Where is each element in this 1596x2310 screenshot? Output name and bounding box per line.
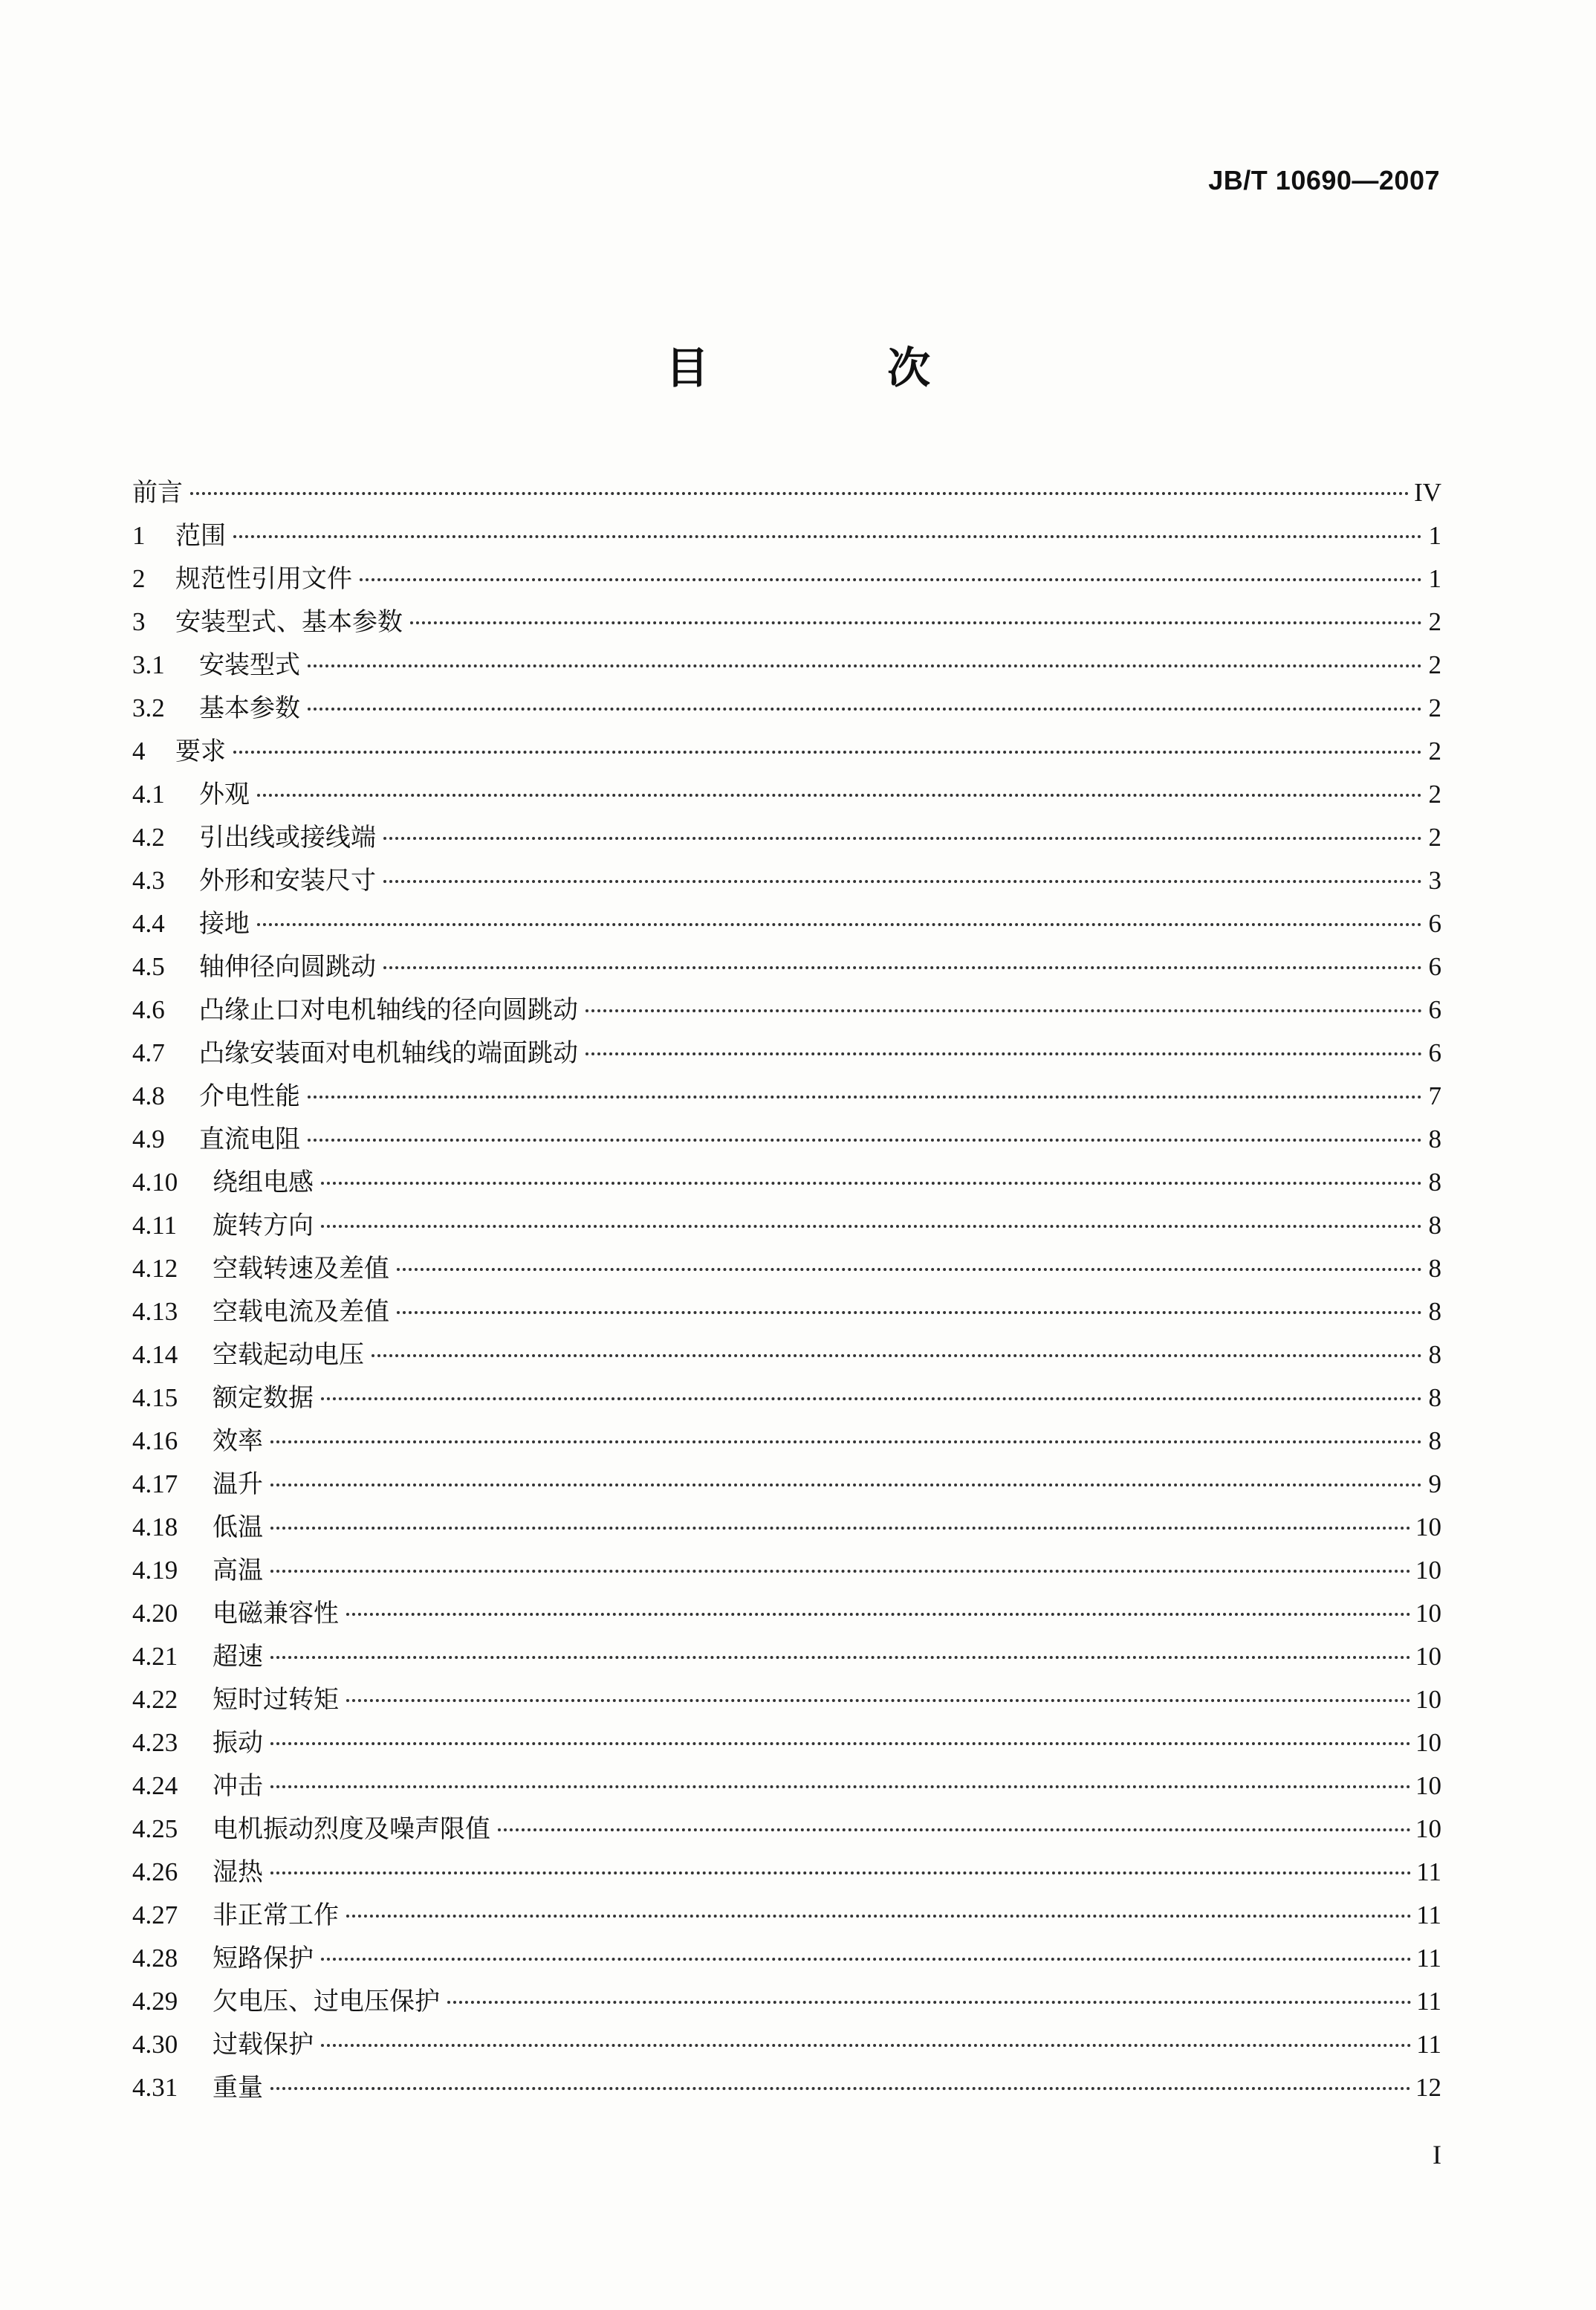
toc-entry-number: 4.15	[132, 1383, 178, 1412]
toc-entry-number: 4.18	[132, 1512, 178, 1541]
toc-leader-dots	[257, 794, 1422, 797]
toc-entry[interactable]	[132, 644, 1441, 687]
toc-entry[interactable]	[132, 1635, 1441, 1678]
toc-leader-dots	[270, 1484, 1422, 1486]
toc-entry-page: 3	[1428, 866, 1441, 895]
toc-entry-title: 重量	[213, 2073, 263, 2103]
toc-entry[interactable]	[132, 816, 1441, 859]
toc-entry-title: 接地	[199, 909, 250, 939]
toc-entry-page: IV	[1414, 478, 1441, 507]
toc-leader-dots	[270, 2087, 1411, 2090]
toc-leader-dots	[257, 923, 1422, 926]
toc-entry-title: 安装型式、基本参数	[175, 607, 403, 637]
toc-leader-dots	[233, 535, 1422, 538]
toc-entry-page: 8	[1428, 1125, 1441, 1154]
toc-entry-page: 2	[1428, 693, 1441, 722]
toc-entry-page: 10	[1415, 1814, 1441, 1843]
toc-entry[interactable]	[132, 1506, 1441, 1549]
toc-entry-title: 外观	[199, 780, 250, 809]
toc-entry-page: 8	[1428, 1211, 1441, 1240]
toc-entry-number: 4.22	[132, 1685, 178, 1714]
toc-entry-number: 4.3	[132, 866, 165, 895]
toc-leader-dots	[585, 1052, 1422, 1055]
toc-leader-dots	[190, 492, 1410, 495]
toc-leader-dots	[321, 1958, 1412, 1961]
toc-entry[interactable]	[132, 1290, 1441, 1333]
toc-entry-title: 绕组电感	[213, 1168, 314, 1197]
toc-entry-page: 10	[1415, 1512, 1441, 1541]
toc-entry-number: 4.7	[132, 1038, 165, 1067]
toc-leader-dots	[383, 837, 1422, 840]
toc-leader-dots	[270, 1656, 1411, 1659]
toc-entry-number: 4.21	[132, 1642, 178, 1671]
toc-entry-number: 4.11	[132, 1211, 177, 1240]
toc-entry-number: 4.16	[132, 1426, 178, 1455]
toc-entry-number: 4.20	[132, 1599, 178, 1628]
toc-entry-page: 10	[1415, 1771, 1441, 1800]
toc-entry-title: 额定数据	[213, 1383, 314, 1413]
toc-entry-number: 3.1	[132, 650, 165, 679]
toc-entry-title: 空载起动电压	[213, 1340, 364, 1370]
toc-entry[interactable]	[132, 1592, 1441, 1635]
toc-entry[interactable]	[132, 1463, 1441, 1506]
toc-leader-dots	[308, 1096, 1422, 1099]
toc-entry[interactable]	[132, 773, 1441, 816]
toc-leader-dots	[372, 1354, 1422, 1357]
toc-entry-page: 10	[1415, 1728, 1441, 1757]
toc-entry-number: 4.27	[132, 1900, 178, 1929]
toc-leader-dots	[360, 578, 1422, 581]
toc-entry-page: 11	[1416, 1944, 1441, 1973]
toc-entry-title: 要求	[175, 737, 226, 766]
toc-entry-page: 1	[1428, 521, 1441, 550]
toc-leader-dots	[308, 664, 1422, 667]
toc-entry-title: 直流电阻	[199, 1125, 300, 1154]
toc-entry-title: 安装型式	[199, 650, 300, 680]
toc-entry-title: 外形和安装尺寸	[199, 866, 376, 896]
toc-entry-page: 11	[1416, 1857, 1441, 1886]
toc-leader-dots	[397, 1311, 1422, 1314]
toc-entry-number: 4.10	[132, 1168, 178, 1197]
toc-entry-number: 4.2	[132, 823, 165, 852]
toc-leader-dots	[397, 1268, 1422, 1271]
toc-leader-dots	[321, 1397, 1422, 1400]
toc-leader-dots	[383, 966, 1422, 969]
toc-entry-number: 4.1	[132, 780, 165, 809]
toc-entry[interactable]	[132, 1764, 1441, 1808]
toc-entry-title: 介电性能	[199, 1081, 300, 1111]
toc-leader-dots	[447, 2001, 1412, 2004]
toc-entry-number: 1	[132, 521, 146, 550]
toc-entry[interactable]	[132, 471, 1441, 514]
toc-entry[interactable]	[132, 1075, 1441, 1118]
toc-leader-dots	[383, 880, 1422, 883]
toc-entry[interactable]	[132, 557, 1441, 601]
toc-entry-title: 空载电流及差值	[213, 1297, 389, 1327]
toc-entry-title: 电磁兼容性	[213, 1599, 339, 1628]
toc-entry[interactable]	[132, 1937, 1441, 1980]
toc-entry-page: 10	[1415, 1599, 1441, 1628]
page-number: I	[1433, 2140, 1441, 2170]
toc-entry[interactable]	[132, 1894, 1441, 1937]
toc-entry-title: 非正常工作	[213, 1900, 339, 1930]
toc-entry-number: 4.14	[132, 1340, 178, 1369]
toc-entry-page: 8	[1428, 1340, 1441, 1369]
toc-entry-number: 4.25	[132, 1814, 178, 1843]
toc-entry[interactable]	[132, 1721, 1441, 1764]
toc-leader-dots	[233, 751, 1422, 754]
toc-entry-page: 2	[1428, 650, 1441, 679]
toc-entry-page: 11	[1416, 1987, 1441, 2016]
toc-leader-dots	[321, 2044, 1412, 2047]
toc-entry[interactable]	[132, 1808, 1441, 1851]
toc-entry-page: 10	[1415, 1685, 1441, 1714]
table-of-contents	[132, 471, 1441, 2109]
toc-entry-number: 4.26	[132, 1857, 178, 1886]
standard-code: JB/T 10690—2007	[1208, 165, 1440, 195]
toc-entry-title: 效率	[213, 1426, 263, 1456]
toc-entry-title: 空载转速及差值	[213, 1254, 389, 1284]
toc-entry[interactable]	[132, 1333, 1441, 1376]
toc-leader-dots	[308, 1139, 1422, 1142]
toc-entry-number: 4.12	[132, 1254, 178, 1283]
toc-entry-title: 短时过转矩	[213, 1685, 339, 1715]
toc-entry[interactable]	[132, 730, 1441, 773]
toc-entry[interactable]	[132, 1118, 1441, 1161]
toc-entry-page: 2	[1428, 780, 1441, 809]
toc-leader-dots	[346, 1699, 1411, 1702]
toc-entry-number: 4.30	[132, 2030, 178, 2059]
toc-entry-title: 欠电压、过电压保护	[213, 1987, 440, 2016]
toc-leader-dots	[346, 1613, 1411, 1616]
toc-entry[interactable]	[132, 989, 1441, 1032]
toc-entry-page: 8	[1428, 1426, 1441, 1455]
toc-entry-page: 8	[1428, 1383, 1441, 1412]
toc-entry[interactable]	[132, 1420, 1441, 1463]
toc-entry-page: 7	[1428, 1081, 1441, 1110]
toc-entry-page: 2	[1428, 823, 1441, 852]
toc-leader-dots	[346, 1915, 1412, 1918]
toc-leader-dots	[270, 1570, 1411, 1573]
toc-entry-title: 范围	[175, 521, 226, 551]
toc-entry-title: 高温	[213, 1556, 263, 1585]
toc-entry-number: 4.6	[132, 995, 165, 1024]
toc-entry-number: 2	[132, 564, 146, 593]
toc-entry[interactable]	[132, 2066, 1441, 2109]
toc-entry-page: 6	[1428, 995, 1441, 1024]
toc-entry-page: 6	[1428, 909, 1441, 938]
toc-entry-page: 8	[1428, 1297, 1441, 1326]
toc-entry-page: 6	[1428, 952, 1441, 981]
toc-entry[interactable]	[132, 859, 1441, 902]
toc-entry-page: 12	[1415, 2073, 1441, 2102]
toc-entry-page: 2	[1428, 737, 1441, 766]
toc-entry[interactable]	[132, 2023, 1441, 2066]
toc-entry-number: 4.4	[132, 909, 165, 938]
toc-leader-dots	[321, 1225, 1422, 1228]
toc-entry-page: 9	[1428, 1469, 1441, 1498]
toc-leader-dots	[270, 1440, 1422, 1443]
toc-entry-title: 超速	[213, 1642, 263, 1672]
toc-leader-dots	[270, 1785, 1411, 1788]
toc-entry-title: 引出线或接线端	[199, 823, 376, 852]
toc-entry-number: 3	[132, 607, 146, 636]
toc-entry-title: 轴伸径向圆跳动	[199, 952, 376, 982]
toc-entry-page: 2	[1428, 607, 1441, 636]
toc-entry-title: 湿热	[213, 1857, 263, 1887]
toc-entry-title: 低温	[213, 1512, 263, 1542]
toc-entry-page: 11	[1416, 2030, 1441, 2059]
toc-entry-title: 前言	[132, 478, 183, 508]
toc-entry-title: 冲击	[213, 1771, 263, 1801]
toc-entry-title: 凸缘安装面对电机轴线的端面跳动	[199, 1038, 578, 1068]
toc-entry-number: 4.17	[132, 1469, 178, 1498]
toc-entry[interactable]	[132, 1980, 1441, 2023]
toc-leader-dots	[498, 1828, 1411, 1831]
toc-entry[interactable]	[132, 687, 1441, 730]
toc-entry-title: 基本参数	[199, 693, 300, 723]
toc-entry-page: 11	[1416, 1900, 1441, 1929]
toc-entry-number: 4	[132, 737, 146, 766]
toc-entry[interactable]	[132, 1549, 1441, 1592]
toc-entry-title: 电机振动烈度及噪声限值	[213, 1814, 490, 1844]
toc-entry-title: 凸缘止口对电机轴线的径向圆跳动	[199, 995, 578, 1025]
toc-entry-number: 4.19	[132, 1556, 178, 1585]
toc-entry-title: 温升	[213, 1469, 263, 1499]
toc-leader-dots	[321, 1182, 1422, 1185]
toc-leader-dots	[410, 621, 1422, 624]
toc-entry[interactable]	[132, 1032, 1441, 1075]
toc-entry[interactable]	[132, 1161, 1441, 1204]
toc-entry-page: 10	[1415, 1642, 1441, 1671]
toc-entry[interactable]	[132, 902, 1441, 945]
toc-entry-page: 6	[1428, 1038, 1441, 1067]
toc-entry-number: 4.29	[132, 1987, 178, 2016]
toc-entry-number: 4.31	[132, 2073, 178, 2102]
toc-entry-page: 1	[1428, 564, 1441, 593]
toc-entry-number: 4.5	[132, 952, 165, 981]
toc-entry-title: 规范性引用文件	[175, 564, 352, 594]
toc-entry-page: 8	[1428, 1168, 1441, 1197]
toc-entry[interactable]	[132, 945, 1441, 989]
toc-entry[interactable]	[132, 601, 1441, 644]
toc-entry-title: 旋转方向	[213, 1211, 314, 1240]
toc-entry-number: 4.8	[132, 1081, 165, 1110]
toc-leader-dots	[308, 708, 1422, 711]
toc-entry[interactable]	[132, 1247, 1441, 1290]
toc-entry-page: 10	[1415, 1556, 1441, 1585]
toc-entry-title: 过载保护	[213, 2030, 314, 2060]
toc-leader-dots	[270, 1527, 1411, 1530]
toc-entry-page: 8	[1428, 1254, 1441, 1283]
toc-entry[interactable]	[132, 1204, 1441, 1247]
toc-entry-number: 3.2	[132, 693, 165, 722]
toc-entry-number: 4.24	[132, 1771, 178, 1800]
toc-entry[interactable]	[132, 1678, 1441, 1721]
toc-leader-dots	[270, 1742, 1411, 1745]
toc-entry-number: 4.23	[132, 1728, 178, 1757]
toc-title: 目 次	[665, 343, 1013, 393]
toc-entry[interactable]	[132, 514, 1441, 557]
toc-entry[interactable]	[132, 1851, 1441, 1894]
toc-entry-number: 4.13	[132, 1297, 178, 1326]
toc-entry-title: 振动	[213, 1728, 263, 1758]
toc-entry-number: 4.9	[132, 1125, 165, 1154]
toc-entry-number: 4.28	[132, 1944, 178, 1973]
toc-leader-dots	[585, 1009, 1422, 1012]
toc-entry-title: 短路保护	[213, 1944, 314, 1973]
toc-entry[interactable]	[132, 1376, 1441, 1420]
toc-leader-dots	[270, 1871, 1412, 1874]
